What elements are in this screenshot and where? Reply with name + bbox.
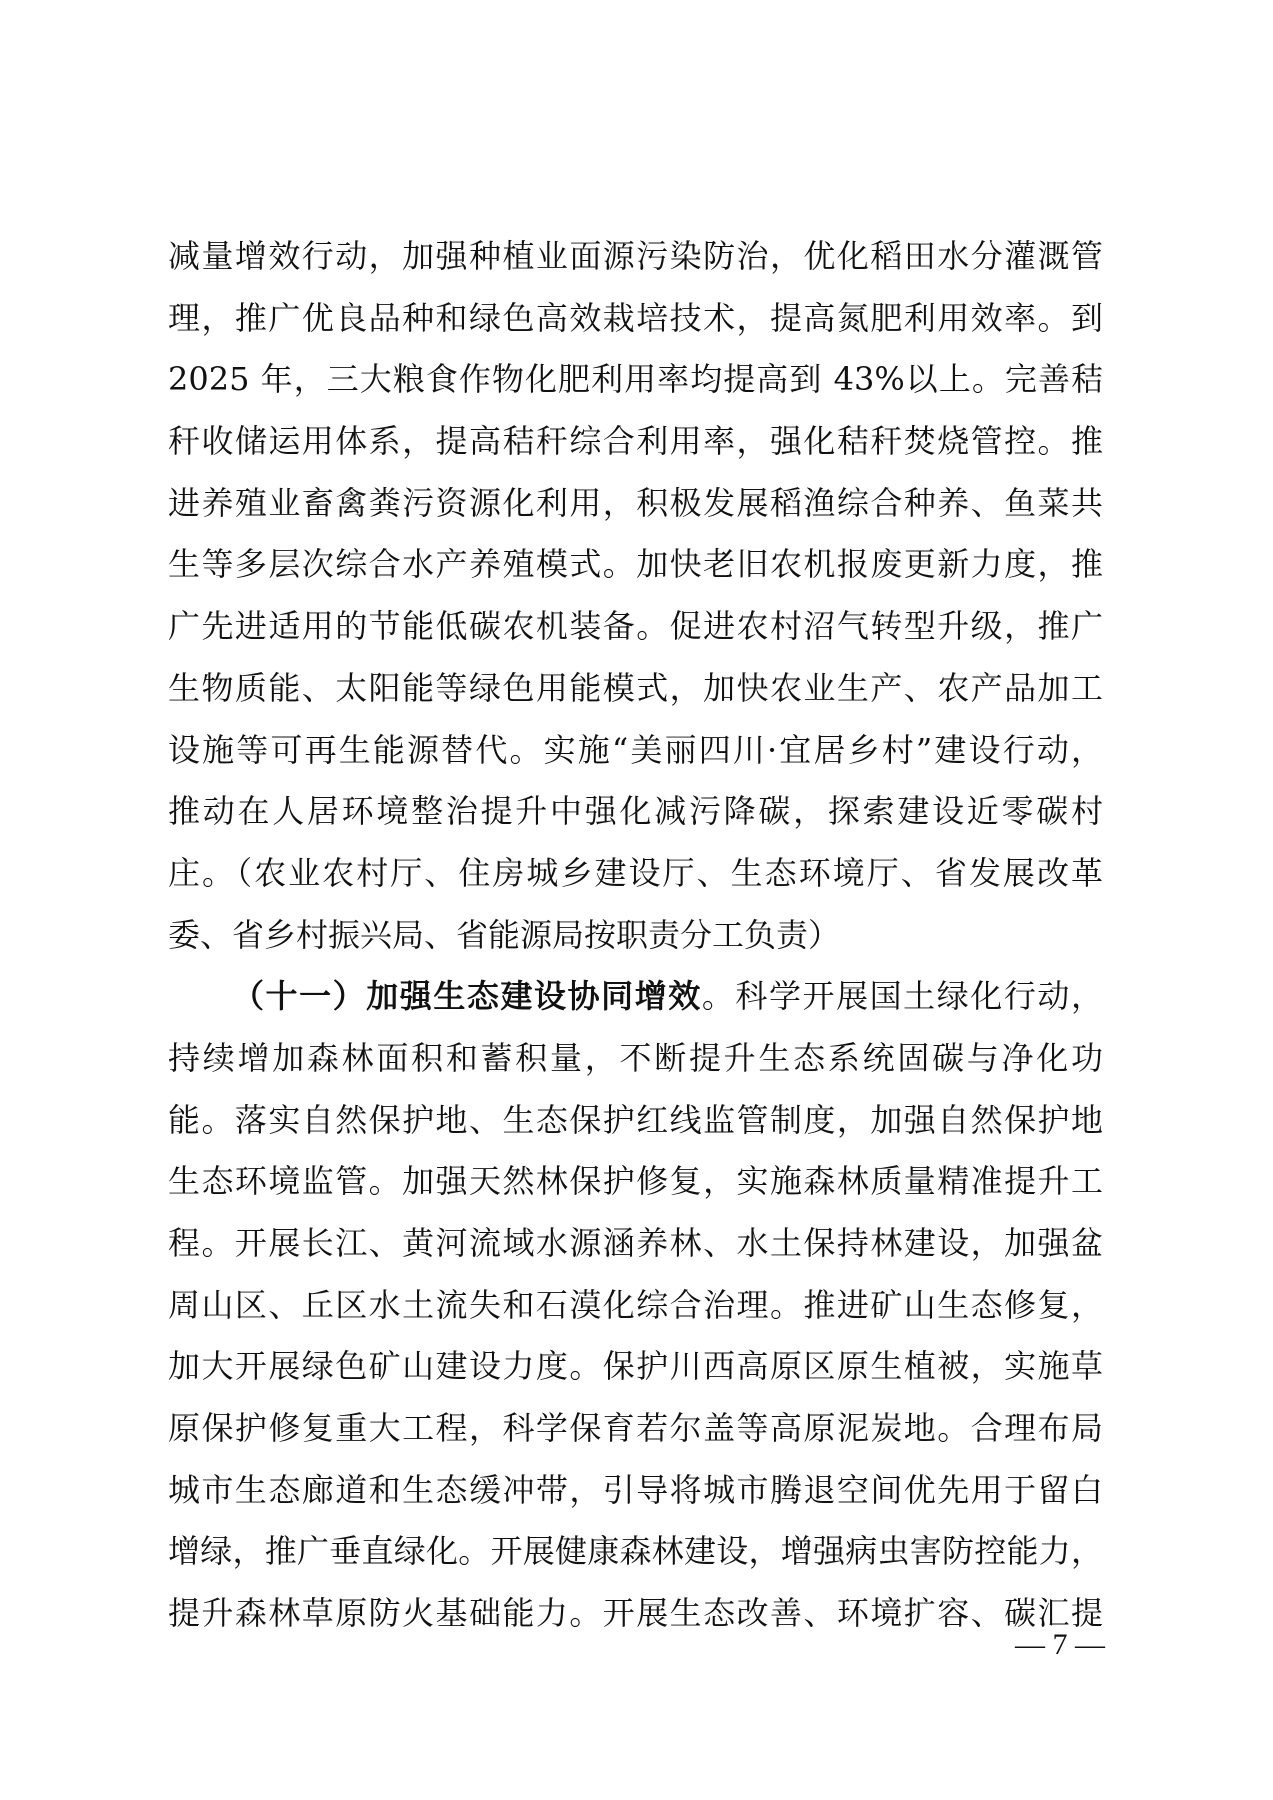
text-line: 理，推广优良品种和绿色高效栽培技术，提高氮肥利用效率。到	[168, 298, 1103, 337]
section-first-line-text: 。科学开展国土绿化行动，	[701, 977, 1103, 1016]
text-line: 进养殖业畜禽粪污资源化利用，积极发展稻渔综合种养、鱼菜共	[168, 483, 1103, 522]
text-line: 广先进适用的节能低碳农机装备。促进农村沼气转型升级，推广	[168, 607, 1103, 646]
text-line: 推动在人居环境整治提升中强化减污降碳，探索建设近零碳村	[168, 792, 1103, 831]
text-line: 加大开展绿色矿山建设力度。保护川西高原区原生植被，实施草	[168, 1347, 1103, 1386]
text-line: 生物质能、太阳能等绿色用能模式，加快农业生产、农产品加工	[168, 668, 1103, 707]
text-line: 能。落实自然保护地、生态保护红线监管制度，加强自然保护地	[168, 1100, 1103, 1139]
body-text	[168, 226, 1103, 1645]
text-line: 持续增加森林面积和蓄积量，不断提升生态系统固碳与净化功	[168, 1038, 1103, 1077]
text-line: 设施等可再生能源替代。实施“美丽四川·宜居乡村”建设行动，	[168, 730, 1103, 769]
text-line: 生等多层次综合水产养殖模式。加快老旧农机报废更新力度，推	[168, 545, 1103, 584]
text-line: 原保护修复重大工程，科学保育若尔盖等高原泥炭地。合理布局	[168, 1409, 1103, 1448]
text-line: 提升森林草原防火基础能力。开展生态改善、环境扩容、碳汇提	[168, 1594, 1103, 1633]
text-line: 生态环境监管。加强天然林保护修复，实施森林质量精准提升工	[168, 1162, 1103, 1201]
text-line: 城市生态廊道和生态缓冲带，引导将城市腾退空间优先用于留白	[168, 1470, 1103, 1509]
text-line: 增绿，推广垂直绿化。开展健康森林建设，增强病虫害防控能力，	[168, 1532, 1103, 1571]
section-11-first-line	[168, 966, 1103, 1028]
text-line: 减量增效行动，加强种植业面源污染防治，优化稻田水分灌溉管	[168, 237, 1103, 275]
text-line: 委、省乡村振兴局、省能源局按职责分工负责）	[168, 915, 841, 954]
page-number: — 7 —	[1015, 1628, 1105, 1661]
text-line: 秆收储运用体系，提高秸秆综合利用率，强化秸秆焚烧管控。推	[168, 422, 1103, 461]
text-line: 2025 年，三大粮食作物化肥利用率均提高到 43%以上。完善秸	[168, 360, 1103, 399]
text-line: 庄。（农业农村厅、住房城乡建设厅、生态环境厅、省发展改革	[168, 853, 1103, 892]
text-line: 程。开展长江、黄河流域水源涵养林、水土保持林建设，加强盆	[168, 1224, 1103, 1262]
text-line: 周山区、丘区水土流失和石漠化综合治理。推进矿山生态修复，	[168, 1285, 1103, 1324]
section-heading: （十一）加强生态建设协同增效	[232, 977, 702, 1016]
